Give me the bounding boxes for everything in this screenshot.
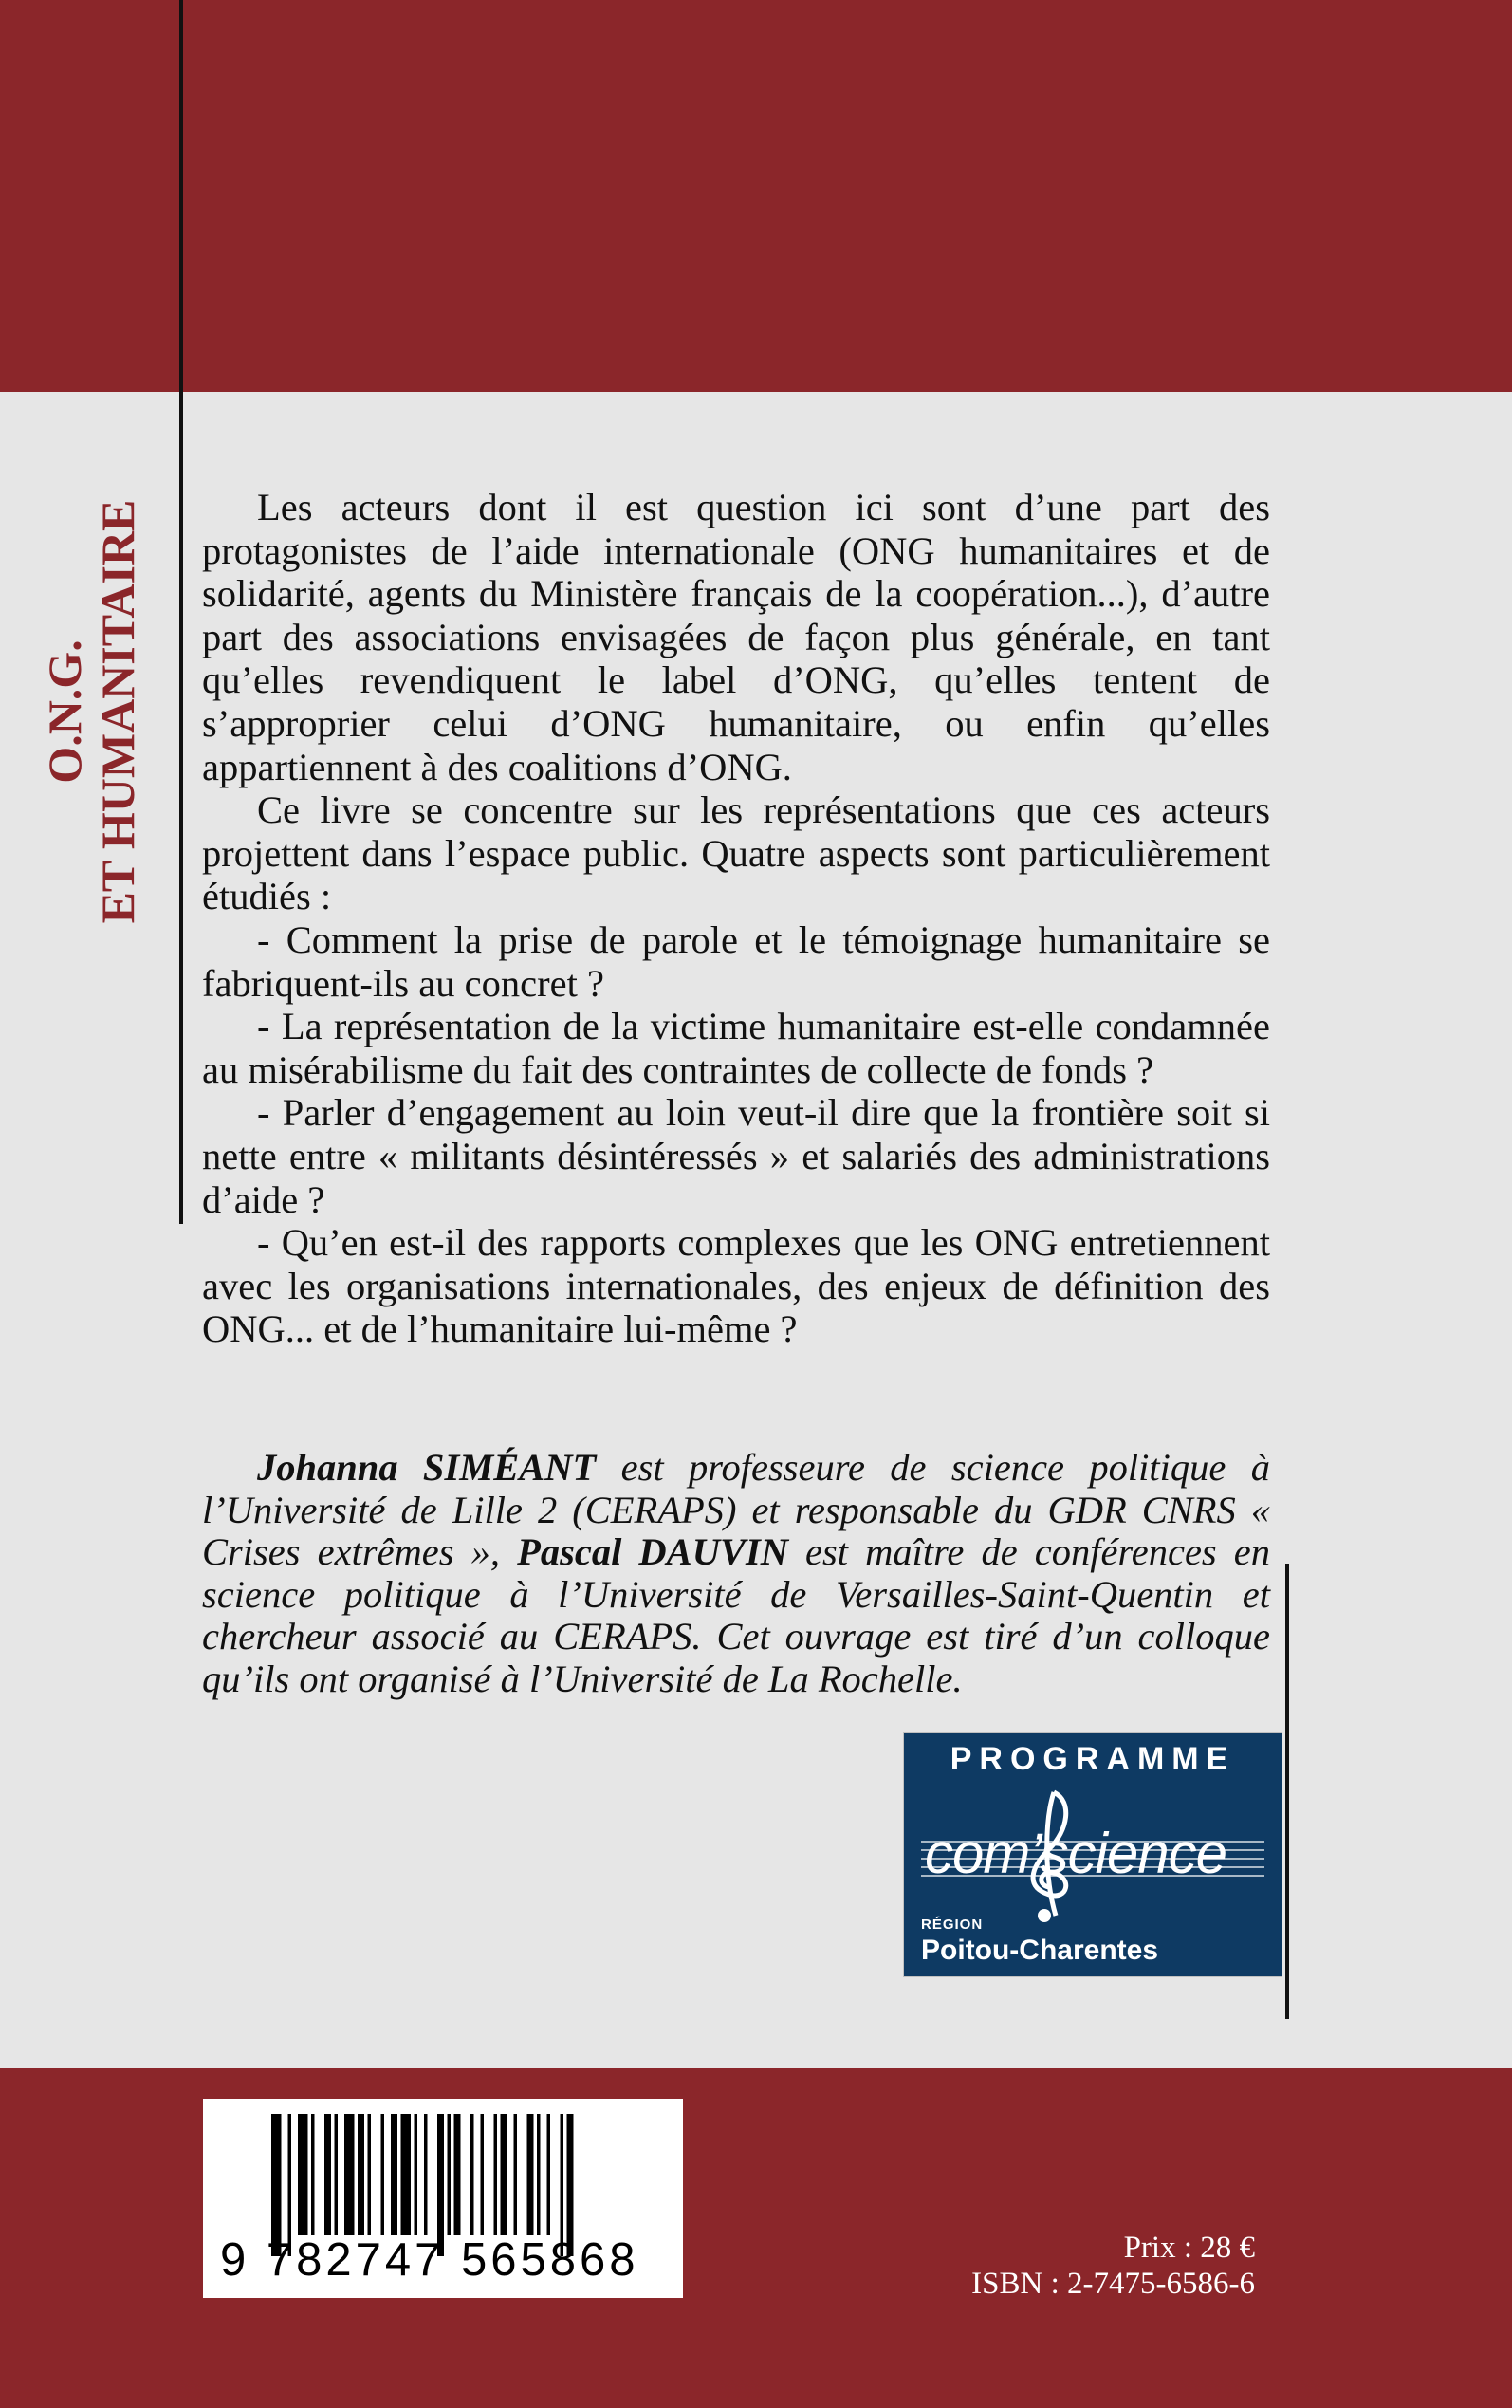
barcode (203, 2099, 683, 2298)
author-bio (202, 1447, 1270, 1700)
barcode-bar (470, 2114, 474, 2235)
barcode-bar (424, 2114, 428, 2235)
barcode-bar (335, 2114, 339, 2235)
spine-title (38, 446, 142, 977)
barcode-bar (415, 2114, 418, 2235)
logo-region: Poitou-Charentes (921, 1935, 1159, 1966)
barcode-bar (324, 2114, 331, 2235)
barcode-bar (311, 2114, 315, 2235)
programme-logo (903, 1732, 1282, 1977)
logo-region-label: RÉGION (921, 1917, 984, 1933)
author-name: Johanna SIMÉANT (257, 1446, 597, 1489)
blurb-paragraph: - Parler d’engagement au loin veut-il dire que la frontière soit si nette entre « militants désintéressés » et salariés des administrations d’aide ? (202, 1091, 1270, 1221)
barcode-bar (547, 2114, 551, 2235)
logo-name: com’science (925, 1822, 1227, 1885)
barcode-bar (527, 2114, 534, 2235)
barcode-bar (358, 2114, 364, 2235)
blurb-paragraph: - Comment la prise de parole et le témoignage humanitaire se fabriquent-ils au concret ? (202, 917, 1270, 1005)
barcode-bar (501, 2114, 507, 2235)
barcode-bar (344, 2114, 355, 2235)
isbn: ISBN : 2-7475-6586-6 (971, 2267, 1255, 2301)
barcode-bar (448, 2114, 452, 2235)
blurb-paragraph: - Qu’en est-il des rapports complexes que les ONG entretiennent avec les organisations internationales, des enjeux de définition des ONG... et de l’humanitaire lui-même ? (202, 1221, 1270, 1351)
barcode-digits: 9 782747 565868 (220, 2234, 639, 2286)
barcode-bar (401, 2114, 412, 2235)
barcode-bar (481, 2114, 485, 2235)
author-bio-text: est professeure de science politique à l’Université de Lille 2 (CERAPS) et responsable du GDR CNRS « Crises extrêmes », (202, 1446, 1270, 1573)
barcode-bar (537, 2114, 541, 2235)
logo-programme-text: PROGRAMME (950, 1741, 1236, 1777)
author-name: Pascal DAUVIN (517, 1530, 788, 1573)
blurb-paragraph: Ce livre se concentre sur les représentations que ces acteurs projettent dans l’espace public. Quatre aspects sont particulièrement étudiés : (202, 788, 1270, 918)
barcode-bar (381, 2114, 385, 2235)
blurb-paragraph: - La représentation de la victime humanitaire est-elle condamnée au misérabilisme du fait des contraintes de collecte de fonds ? (202, 1005, 1270, 1091)
author-bio-paragraph (202, 1447, 1270, 1700)
right-vertical-rule (1285, 1564, 1289, 2019)
blurb-text (202, 486, 1270, 1351)
top-color-band (0, 0, 1512, 392)
barcode-bar (454, 2114, 461, 2235)
author-bio-text: est maître de conférences en science politique à l’Université de Versailles-Saint-Quentin et chercheur associé au CERAPS. Cet ouvrage est tiré d’un colloque qu’ils ont organisé à l’Université de La Rochelle. (202, 1530, 1271, 1700)
spine-title-line2: ET HUMANITAIRE (91, 499, 144, 924)
barcode-bar (368, 2114, 372, 2235)
blurb-paragraph: Les acteurs dont il est question ici sont d’une part des protagonistes de l’aide internationale (ONG humanitaires et de solidarité, agents du Ministère français de la coopération...), d’autre part des associations envisagées de façon plus générale, en tant qu’elles revendiquent le label d’ONG, qu’elles tentent de s’approprier celui d’ONG humanitaire, ou enfin qu’elles appartiennent à des coalitions d’ONG. (202, 486, 1270, 788)
barcode-bar (391, 2114, 397, 2235)
barcode-bar (298, 2114, 308, 2235)
barcode-bar (514, 2114, 518, 2235)
spine-title-line1: O.N.G. (38, 639, 91, 784)
price: Prix : 28 € (1123, 2231, 1255, 2265)
barcode-bar (494, 2114, 498, 2235)
left-vertical-rule (179, 0, 183, 1224)
